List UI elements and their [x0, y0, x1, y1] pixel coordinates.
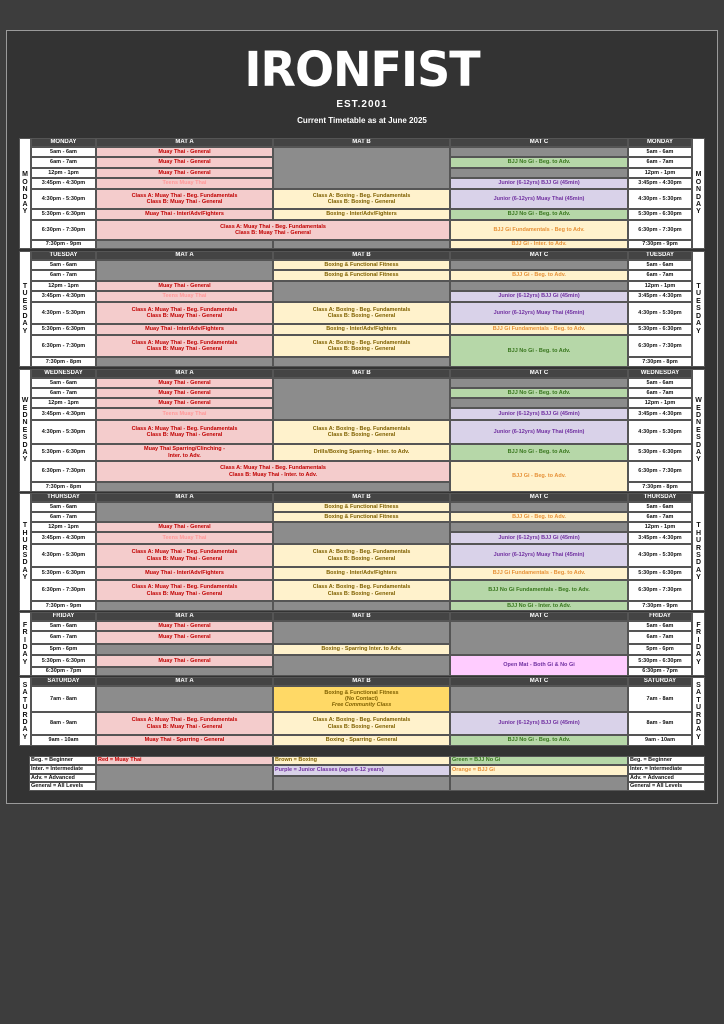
- class-slot: Boxing - Inter/Adv/Fighters: [273, 209, 450, 220]
- empty-slot: [273, 522, 450, 544]
- day-header: MONDAY: [31, 138, 96, 147]
- empty-slot: [450, 147, 628, 157]
- empty-slot: [273, 378, 450, 420]
- empty-slot: [273, 147, 450, 189]
- class-slot: BJJ No Gi - Inter. to Adv.: [450, 601, 628, 611]
- empty-slot: [273, 601, 450, 611]
- class-slot: Junior (6-12yrs) Muay Thai (45min): [450, 302, 628, 324]
- class-slot: Boxing & Functional Fitness: [273, 260, 450, 270]
- class-line: Class B: Muay Thai - General: [146, 590, 223, 597]
- time-cell: 4:30pm - 5:30pm: [31, 420, 96, 444]
- time-cell: 7:30pm - 9pm: [31, 240, 96, 249]
- legend-abbr-right: Beg. = Beginner: [628, 756, 705, 765]
- empty-slot: [273, 357, 450, 367]
- time-cell-right: 4:30pm - 5:30pm: [628, 302, 692, 324]
- day-label-vertical: T H U R S D A Y: [19, 493, 31, 611]
- time-cell: 3:45pm - 4:30pm: [31, 532, 96, 544]
- empty-slot: [96, 260, 273, 281]
- day-label-vertical-right: W E D N E S D A Y: [692, 369, 705, 492]
- class-slot: [96, 302, 273, 324]
- class-line: Inter. to Adv.: [168, 452, 201, 459]
- time-cell: 5:30pm - 6:30pm: [31, 567, 96, 580]
- time-cell: 6am - 7am: [31, 388, 96, 398]
- class-slot: BJJ Gi - Beg. to Adv.: [450, 461, 628, 492]
- class-line: Class A: Muay Thai - Beg. Fundamentals: [131, 339, 238, 346]
- class-slot: BJJ Gi Fundamentals - Beg to Adv.: [450, 220, 628, 240]
- brand-est: EST.2001: [336, 99, 388, 110]
- time-cell-right: 5:30pm - 6:30pm: [628, 444, 692, 461]
- time-cell-right: 4:30pm - 5:30pm: [628, 544, 692, 567]
- time-cell: 8am - 9am: [31, 712, 96, 735]
- class-slot: [96, 580, 273, 601]
- legend-abbr: General = All Levels: [29, 782, 96, 791]
- mat-a-header: MAT A: [96, 251, 273, 260]
- empty-slot: [273, 240, 450, 249]
- time-cell: 6:30pm - 7:30pm: [31, 461, 96, 482]
- class-slot: BJJ No Gi - Beg. to Adv.: [450, 388, 628, 398]
- class-slot: Muay Thai - Inter/Adv/Fighters: [96, 209, 273, 220]
- class-slot: Junior (6-12yrs) BJJ Gi (45min): [450, 408, 628, 420]
- class-line: Class A: Boxing - Beg. Fundamentals: [312, 717, 411, 724]
- day-label-vertical-right: F R I D A Y: [692, 612, 705, 676]
- class-slot: BJJ No Gi - Beg. to Adv.: [450, 209, 628, 220]
- empty-slot: [273, 655, 450, 676]
- class-line: Class B: Boxing - General: [327, 723, 396, 730]
- class-slot: BJJ No Gi - Beg. to Adv.: [450, 444, 628, 461]
- empty-slot: [96, 667, 273, 676]
- time-cell-right: 4:30pm - 5:30pm: [628, 189, 692, 209]
- class-slot: Teens Muay Thai: [96, 408, 273, 420]
- class-line: Class B: Muay Thai - Inter. to Adv.: [228, 471, 317, 478]
- class-slot: Muay Thai - General: [96, 281, 273, 291]
- class-slot: Boxing - Inter/Adv/Fighters: [273, 324, 450, 335]
- class-slot: [96, 189, 273, 209]
- time-cell-right: 3:45pm - 4:30pm: [628, 532, 692, 544]
- empty-slot: [96, 502, 273, 522]
- class-line: Class B: Boxing - General: [327, 555, 396, 562]
- empty-slot: [96, 601, 273, 611]
- class-slot: [273, 302, 450, 324]
- time-cell: 7am - 8am: [31, 686, 96, 712]
- class-line: Class A: Boxing - Beg. Fundamentals: [312, 584, 411, 591]
- class-slot: Boxing & Functional Fitness: [273, 502, 450, 512]
- class-slot: Muay Thai - General: [96, 522, 273, 532]
- day-header-right: FRIDAY: [628, 612, 692, 621]
- mat-c-header: MAT C: [450, 612, 628, 621]
- class-line: Class B: Boxing - General: [327, 199, 396, 205]
- time-cell: 5:30pm - 6:30pm: [31, 444, 96, 461]
- mat-b-header: MAT B: [273, 677, 450, 686]
- class-slot: [96, 544, 273, 567]
- mat-b-header: MAT B: [273, 251, 450, 260]
- day-header: FRIDAY: [31, 612, 96, 621]
- class-slot: BJJ No Gi - Beg. to Adv.: [450, 157, 628, 168]
- time-cell: 9am - 10am: [31, 735, 96, 746]
- time-cell: 6:30pm - 7:30pm: [31, 335, 96, 357]
- class-slot: Muay Thai - General: [96, 157, 273, 168]
- time-cell: 5am - 6am: [31, 260, 96, 270]
- time-cell: 5:30pm - 6:30pm: [31, 324, 96, 335]
- class-slot: Boxing & Functional Fitness: [273, 270, 450, 281]
- class-slot: [96, 220, 450, 240]
- class-line: Class A: Boxing - Beg. Fundamentals: [312, 339, 411, 346]
- class-slot: Junior (6-12yrs) Muay Thai (45min): [450, 189, 628, 209]
- time-cell: 6am - 7am: [31, 631, 96, 644]
- class-slot: [273, 189, 450, 209]
- class-line: Class A: Muay Thai - Beg. Fundamentals: [220, 465, 326, 472]
- time-cell-right: 3:45pm - 4:30pm: [628, 408, 692, 420]
- legend-green: Green = BJJ No Gi: [450, 756, 628, 765]
- class-slot: BJJ Gi - Beg. to Adv.: [450, 512, 628, 522]
- time-cell-right: 6:30pm - 7:30pm: [628, 461, 692, 482]
- time-cell: 5:30pm - 6:30pm: [31, 209, 96, 220]
- class-line: Boxing & Functional Fitness: [324, 689, 399, 696]
- legend-purple: Purple = Junior Classes (ages 6-12 years): [273, 765, 450, 776]
- time-cell-right: 5am - 6am: [628, 378, 692, 388]
- time-cell-right: 5:30pm - 6:30pm: [628, 567, 692, 580]
- mat-b-header: MAT B: [273, 138, 450, 147]
- empty-slot: [96, 240, 273, 249]
- time-cell: 5am - 6am: [31, 378, 96, 388]
- time-cell: 12pm - 1pm: [31, 522, 96, 532]
- class-slot: BJJ Gi - Beg. to Adv.: [450, 270, 628, 281]
- legend-abbr: Adv. = Advanced: [29, 774, 96, 782]
- class-line: Class B: Muay Thai - General: [146, 723, 223, 730]
- class-line: Class A: Boxing - Beg. Fundamentals: [312, 549, 411, 556]
- time-cell: 7:30pm - 8pm: [31, 357, 96, 367]
- class-slot: [273, 686, 450, 712]
- class-slot: Junior (6-12yrs) BJJ Gi (45min): [450, 178, 628, 189]
- class-slot: Muay Thai - Inter/Adv/Fighters: [96, 567, 273, 580]
- time-cell-right: 5:30pm - 6:30pm: [628, 324, 692, 335]
- time-cell: 3:45pm - 4:30pm: [31, 291, 96, 302]
- class-slot: [96, 444, 273, 461]
- empty-slot: [273, 621, 450, 644]
- class-slot: BJJ No Gi - Beg. to Adv.: [450, 735, 628, 746]
- class-slot: [96, 420, 273, 444]
- time-cell: 4:30pm - 5:30pm: [31, 189, 96, 209]
- class-line: Class A: Muay Thai - Beg. Fundamentals: [131, 549, 238, 556]
- legend-brown: Brown = Boxing: [273, 756, 450, 765]
- timetable-subtitle: Current Timetable as at June 2025: [297, 116, 427, 125]
- class-line: Class A: Muay Thai - Beg. Fundamentals: [131, 192, 238, 199]
- time-cell-right: 3:45pm - 4:30pm: [628, 178, 692, 189]
- legend-orange: Orange = BJJ Gi: [450, 765, 628, 776]
- time-cell-right: 7:30pm - 8pm: [628, 357, 692, 367]
- class-slot: Teens Muay Thai: [96, 532, 273, 544]
- class-slot: Muay Thai - Sparring - General: [96, 735, 273, 746]
- time-cell-right: 5pm - 6pm: [628, 644, 692, 655]
- day-header-right: MONDAY: [628, 138, 692, 147]
- class-line: Class A: Muay Thai - Beg. Fundamentals: [131, 584, 238, 591]
- day-header: WEDNESDAY: [31, 369, 96, 378]
- time-cell: 5am - 6am: [31, 502, 96, 512]
- day-label-vertical: W E D N E S D A Y: [19, 369, 31, 492]
- time-cell-right: 12pm - 1pm: [628, 398, 692, 408]
- class-slot: [96, 461, 450, 482]
- legend-abbr: Beg. = Beginner: [29, 756, 96, 765]
- time-cell-right: 6am - 7am: [628, 512, 692, 522]
- class-slot: Teens Muay Thai: [96, 291, 273, 302]
- time-cell: 5am - 6am: [31, 621, 96, 631]
- time-cell-right: 7:30pm - 9pm: [628, 240, 692, 249]
- class-slot: BJJ No Gi - Beg. to Adv.: [450, 335, 628, 367]
- class-line: Class A: Muay Thai - Beg. Fundamentals: [131, 717, 238, 724]
- class-slot: Junior (6-12yrs) Muay Thai (45min): [450, 544, 628, 567]
- class-line: Free Community Class: [331, 702, 392, 709]
- class-slot: Junior (6-12yrs) BJJ Gi (45min): [450, 712, 628, 735]
- day-header: TUESDAY: [31, 251, 96, 260]
- time-cell: 12pm - 1pm: [31, 398, 96, 408]
- time-cell: 3:45pm - 4:30pm: [31, 408, 96, 420]
- class-line: Class B: Muay Thai - General: [146, 555, 223, 562]
- empty-slot: [450, 281, 628, 291]
- time-cell-right: 6am - 7am: [628, 631, 692, 644]
- class-slot: Boxing - Inter/Adv/Fighters: [273, 567, 450, 580]
- class-slot: Boxing - Sparring Inter. to Adv.: [273, 644, 450, 655]
- empty-slot: [450, 378, 628, 388]
- empty-slot: [450, 398, 628, 408]
- empty-slot: [96, 357, 273, 367]
- legend-empty: [273, 776, 450, 791]
- time-cell: 6am - 7am: [31, 270, 96, 281]
- class-line: Class B: Boxing - General: [327, 313, 396, 319]
- day-label-vertical-right: M O N D A Y: [692, 138, 705, 249]
- class-slot: Muay Thai - General: [96, 621, 273, 631]
- time-cell-right: 8am - 9am: [628, 712, 692, 735]
- time-cell-right: 7:30pm - 8pm: [628, 482, 692, 492]
- mat-a-header: MAT A: [96, 493, 273, 502]
- empty-slot: [450, 686, 628, 712]
- day-label-vertical: M O N D A Y: [19, 138, 31, 249]
- day-label-vertical-right: S A T U R D A Y: [692, 677, 705, 746]
- class-line: Class A: Muay Thai - Beg. Fundamentals: [131, 425, 238, 432]
- time-cell-right: 5am - 6am: [628, 147, 692, 157]
- mat-b-header: MAT B: [273, 493, 450, 502]
- brand-logo: IRONFIST: [244, 40, 480, 98]
- legend-abbr-right: Adv. = Advanced: [628, 774, 705, 782]
- time-cell-right: 9am - 10am: [628, 735, 692, 746]
- empty-slot: [96, 482, 273, 492]
- legend-empty: [96, 765, 273, 791]
- mat-a-header: MAT A: [96, 138, 273, 147]
- time-cell: 12pm - 1pm: [31, 281, 96, 291]
- time-cell: 7:30pm - 9pm: [31, 601, 96, 611]
- day-label-vertical: S A T U R D A Y: [19, 677, 31, 746]
- class-slot: BJJ Gi Fundamentals - Beg. to Adv.: [450, 567, 628, 580]
- time-cell-right: 12pm - 1pm: [628, 281, 692, 291]
- class-slot: Muay Thai - General: [96, 378, 273, 388]
- mat-c-header: MAT C: [450, 251, 628, 260]
- time-cell: 5:30pm - 6:30pm: [31, 655, 96, 667]
- class-slot: Muay Thai - Inter/Adv/Fighters: [96, 324, 273, 335]
- class-slot: Boxing - Sparring - General: [273, 735, 450, 746]
- time-cell-right: 5am - 6am: [628, 502, 692, 512]
- class-line: Class B: Muay Thai - General: [146, 199, 223, 205]
- class-line: Class B: Muay Thai - General: [235, 230, 311, 236]
- class-slot: Muay Thai - General: [96, 398, 273, 408]
- mat-b-header: MAT B: [273, 612, 450, 621]
- time-cell-right: 5:30pm - 6:30pm: [628, 209, 692, 220]
- time-cell: 5am - 6am: [31, 147, 96, 157]
- time-cell: 3:45pm - 4:30pm: [31, 178, 96, 189]
- class-line: (No Contact): [345, 695, 378, 702]
- mat-c-header: MAT C: [450, 138, 628, 147]
- class-slot: [273, 544, 450, 567]
- mat-c-header: MAT C: [450, 677, 628, 686]
- class-line: Class A: Boxing - Beg. Fundamentals: [312, 192, 411, 199]
- time-cell-right: 6am - 7am: [628, 157, 692, 168]
- day-label-vertical: F R I D A Y: [19, 612, 31, 676]
- empty-slot: [273, 281, 450, 302]
- time-cell-right: 5:30pm - 6:30pm: [628, 655, 692, 667]
- class-line: Muay Thai Sparring/Clinching -: [144, 446, 225, 453]
- day-label-vertical-right: T U E S D A Y: [692, 251, 705, 367]
- class-slot: Muay Thai - General: [96, 168, 273, 178]
- mat-a-header: MAT A: [96, 369, 273, 378]
- time-cell: 6am - 7am: [31, 512, 96, 522]
- class-line: Class A: Muay Thai - Beg. Fundamentals: [131, 306, 238, 313]
- empty-slot: [273, 482, 450, 492]
- class-slot: [273, 712, 450, 735]
- class-slot: [273, 420, 450, 444]
- time-cell-right: 7am - 8am: [628, 686, 692, 712]
- class-slot: BJJ No Gi Fundamentals - Beg. to Adv.: [450, 580, 628, 601]
- time-cell-right: 7:30pm - 9pm: [628, 601, 692, 611]
- class-slot: BJJ Gi - Inter. to Adv.: [450, 240, 628, 249]
- mat-c-header: MAT C: [450, 369, 628, 378]
- class-line: Class B: Muay Thai - General: [146, 432, 223, 438]
- time-cell: 12pm - 1pm: [31, 168, 96, 178]
- time-cell: 5pm - 6pm: [31, 644, 96, 655]
- class-line: Class B: Boxing - General: [327, 432, 396, 438]
- day-header-right: SATURDAY: [628, 677, 692, 686]
- class-line: Class B: Boxing - General: [327, 346, 396, 352]
- time-cell: 7:30pm - 8pm: [31, 482, 96, 492]
- empty-slot: [450, 522, 628, 532]
- time-cell-right: 12pm - 1pm: [628, 168, 692, 178]
- class-slot: Muay Thai - General: [96, 631, 273, 644]
- class-line: Class B: Muay Thai - General: [146, 346, 223, 352]
- mat-a-header: MAT A: [96, 677, 273, 686]
- mat-b-header: MAT B: [273, 369, 450, 378]
- time-cell: 6:30pm - 7pm: [31, 667, 96, 676]
- legend-red: Red = Muay Thai: [96, 756, 273, 765]
- class-slot: Teens Muay Thai: [96, 178, 273, 189]
- empty-slot: [450, 168, 628, 178]
- empty-slot: [450, 502, 628, 512]
- time-cell: 4:30pm - 5:30pm: [31, 302, 96, 324]
- time-cell-right: 5am - 6am: [628, 260, 692, 270]
- class-slot: BJJ Gi Fundamentals - Beg. to Adv.: [450, 324, 628, 335]
- class-slot: [273, 335, 450, 357]
- time-cell: 6:30pm - 7:30pm: [31, 580, 96, 601]
- legend-abbr-right: General = All Levels: [628, 782, 705, 791]
- time-cell-right: 6:30pm - 7:30pm: [628, 335, 692, 357]
- time-cell-right: 6:30pm - 7pm: [628, 667, 692, 676]
- legend-empty: [450, 776, 628, 791]
- empty-slot: [96, 644, 273, 655]
- class-slot: Open Mat - Both Gi & No Gi: [450, 655, 628, 676]
- time-cell-right: 4:30pm - 5:30pm: [628, 420, 692, 444]
- class-slot: Drills/Boxing Sparring - Inter. to Adv.: [273, 444, 450, 461]
- class-line: Class B: Boxing - General: [327, 590, 396, 597]
- legend-abbr-right: Inter. = Intermediate: [628, 765, 705, 774]
- time-cell-right: 6:30pm - 7:30pm: [628, 580, 692, 601]
- time-cell: 6:30pm - 7:30pm: [31, 220, 96, 240]
- empty-slot: [450, 621, 628, 655]
- class-slot: Junior (6-12yrs) BJJ Gi (45min): [450, 532, 628, 544]
- class-line: Class B: Muay Thai - General: [146, 313, 223, 319]
- class-slot: Junior (6-12yrs) Muay Thai (45min): [450, 420, 628, 444]
- time-cell-right: 12pm - 1pm: [628, 522, 692, 532]
- day-header-right: THURSDAY: [628, 493, 692, 502]
- mat-c-header: MAT C: [450, 493, 628, 502]
- time-cell: 6am - 7am: [31, 157, 96, 168]
- time-cell: 4:30pm - 5:30pm: [31, 544, 96, 567]
- time-cell-right: 6am - 7am: [628, 388, 692, 398]
- day-header-right: WEDNESDAY: [628, 369, 692, 378]
- class-slot: Boxing & Functional Fitness: [273, 512, 450, 522]
- legend-abbr: Inter. = Intermediate: [29, 765, 96, 774]
- day-label-vertical-right: T H U R S D A Y: [692, 493, 705, 611]
- day-header: SATURDAY: [31, 677, 96, 686]
- day-header-right: TUESDAY: [628, 251, 692, 260]
- class-slot: Muay Thai - General: [96, 147, 273, 157]
- class-slot: [96, 335, 273, 357]
- time-cell-right: 3:45pm - 4:30pm: [628, 291, 692, 302]
- time-cell-right: 6:30pm - 7:30pm: [628, 220, 692, 240]
- class-slot: Muay Thai - General: [96, 388, 273, 398]
- class-slot: [273, 580, 450, 601]
- class-slot: [96, 712, 273, 735]
- class-slot: Muay Thai - General: [96, 655, 273, 667]
- mat-a-header: MAT A: [96, 612, 273, 621]
- day-header: THURSDAY: [31, 493, 96, 502]
- empty-slot: [450, 260, 628, 270]
- class-line: Class A: Boxing - Beg. Fundamentals: [312, 425, 411, 432]
- empty-slot: [96, 686, 273, 712]
- class-slot: Junior (6-12yrs) BJJ Gi (45min): [450, 291, 628, 302]
- class-line: Class A: Muay Thai - Beg. Fundamentals: [220, 223, 326, 230]
- class-line: Class A: Boxing - Beg. Fundamentals: [312, 306, 411, 313]
- time-cell-right: 5am - 6am: [628, 621, 692, 631]
- time-cell-right: 6am - 7am: [628, 270, 692, 281]
- day-label-vertical: T U E S D A Y: [19, 251, 31, 367]
